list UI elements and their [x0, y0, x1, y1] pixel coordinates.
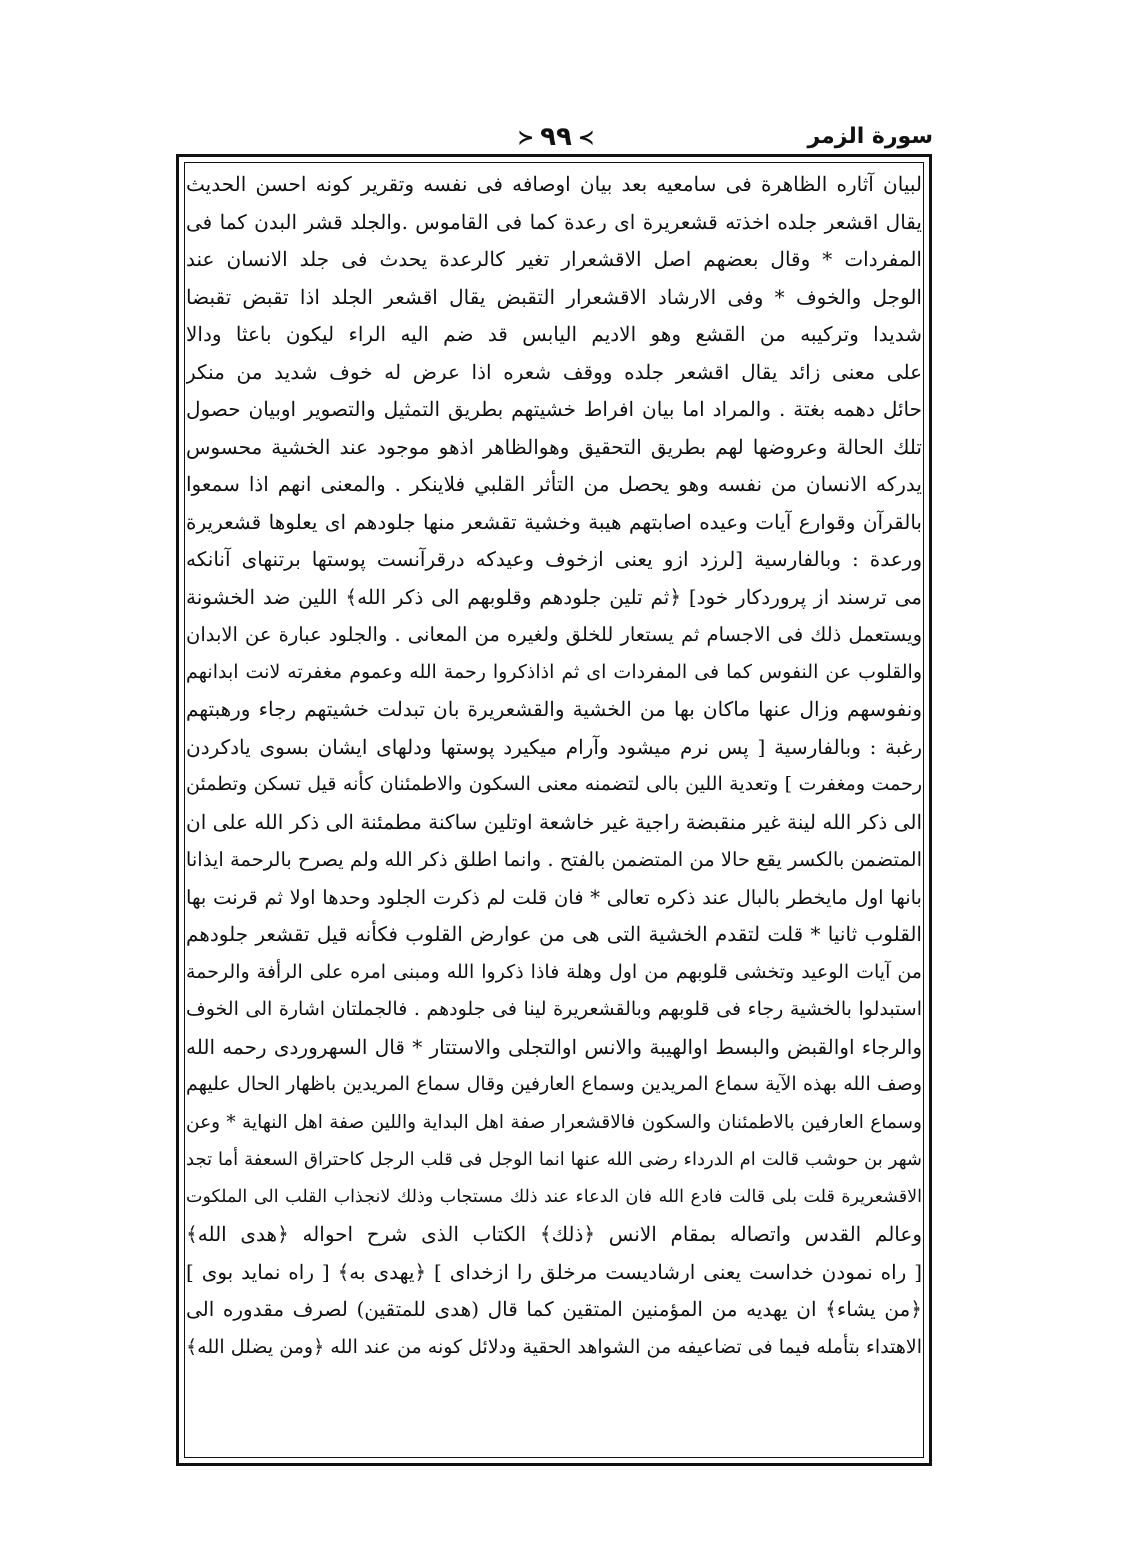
text-line: الوجل والخوف * وفى الارشاد الاقشعرار التقبض يقال اقشعر الجلد اذا تقبض تقبضا	[186, 284, 922, 309]
text-line: بانها اول مايخطر بالبال عند ذكره تعالى * فان قلت لم ذكرت الجلود وحدها اولا ثم قرنت بها	[186, 885, 922, 909]
text-line: وصف الله بهذه الآية سماع المريدين وسماع العارفين وقال سماع المريدين باظهار الحال عليهم	[186, 1073, 922, 1095]
page-header	[175, 122, 937, 152]
text-line: يقال اقشعر جلده اخذته قشعريرة اى رعدة كما فى القاموس .والجلد قشر البدن كما فى	[186, 209, 922, 234]
text-line: والقلوب عن النفوس كما فى المفردات اى ثم اذاذكروا رحمة الله وعموم مغفرته لانت ابدانهم	[186, 660, 922, 683]
text-line: مى ترسند از پروردكار خود] ﴿ثم تلين جلودهم وقلوبهم الى ذكر الله﴾ اللين ضد الخشونة	[186, 584, 922, 609]
body-text	[186, 166, 922, 1366]
text-line: تلك الحالة وعروضها لهم بطريق التحقيق وهوالظاهر اذهو موجود عند الخشية محسوس	[186, 434, 922, 459]
page-number: ٩٩	[540, 122, 572, 152]
text-line: ويستعمل ذلك فى الاجسام ثم يستعار للخلق ولغيره من المعانى . والجلود عبارة عن الابدان	[186, 623, 922, 646]
ornament-left-icon: ≻	[517, 125, 535, 149]
text-line: لبيان آثاره الظاهرة فى سامعيه بعد بيان اوصافه فى نفسه وتقرير كونه احسن الحديث	[186, 172, 922, 196]
text-line: وعالم القدس واتصاله بمقام الانس ﴿ذلك﴾ الكتاب الذى شرح احواله ﴿هدى الله﴾	[186, 1222, 922, 1246]
text-line: وسماع العارفين بالاطمئنان والسكون فالاقشعرار صفة اهل البداية واللين صفة اهل النهاية * وعن	[186, 1111, 922, 1133]
text-line: المفردات * وقال بعضهم اصل الاقشعرار تغير كالرعدة يحدث فى جلد الانسان عند	[186, 247, 922, 271]
text-line: يدركه الانسان من نفسه وهو يحصل من التأثر القلبي فلاينكر . والمعنى انهم اذا سمعوا	[186, 472, 922, 496]
text-line: ورعدة : وبالفارسية [لرزد ازو يعنى ازخوف وعيدكه درقرآنست پوستها برتنهاى آنانكه	[186, 547, 922, 571]
text-line: الى ذكر الله لينة غير منقبضة راجية غير خاشعة اوتلين ساكنة مطمئنة الى ذكر الله على ان	[186, 809, 922, 834]
text-line: رحمت ومغفرت ] وتعدية اللين بالى لتضمنه معنى السكون والاطمئنان كأنه قيل تسكن وتطمئن	[186, 773, 922, 795]
text-line: حائل دهمه بغتة . والمراد اما بيان افراط خشيتهم بطريق التمثيل والتصوير اوبيان حصول	[186, 397, 922, 421]
text-line: بالقرآن وقوارع آيات وعيده اصابتهم هيبة وخشية تقشعر منها جلودهم اى يعلوها قشعريرة	[186, 509, 922, 534]
text-line: الاقشعريرة قلت بلى قالت فادع الله فان الدعاء عند ذلك مستجاب وذلك لانجذاب القلب الى الملكوت	[186, 1186, 922, 1207]
ornament-right-icon: ≺	[577, 125, 595, 149]
text-line: شهر بن حوشب قالت ام الدرداء رضى الله عنها انما الوجل فى قلب الرجل كاحتراق السعفة أما تجد	[186, 1149, 922, 1170]
text-line: ونفوسهم وزال عنها ماكان بها من الخشية والقشعريرة بان تبدلت خشيتهم رجاء ورهبتهم	[186, 697, 922, 721]
text-line: من آيات الوعيد وتخشى قلوبهم من اول وهلة فاذا ذكروا الله ومبنى امره على الرأفة والرحمة	[186, 960, 922, 983]
text-line: المتضمن بالكسر يقع حالا من المتضمن بالفتح . وانما اطلق ذكر الله ولم يصرح بالرحمة ايذانا	[186, 848, 922, 871]
running-title: سورة الزمر	[807, 124, 933, 149]
text-line: على معنى زائد يقال اقشعر جلده ووقف شعره اذا عرض له خوف شديد من منكر	[186, 359, 922, 384]
text-line: والرجاء اوالقبض والبسط اوالهيبة والانس اوالتجلى والاستتار * قال السهروردى رحمه الله	[186, 1034, 922, 1059]
text-line: [ راه نمودن خداست يعنى ارشاديست مرخلق را ازخداى ] ﴿يهدى به﴾ [ راه نمايد بوى ]	[186, 1259, 922, 1284]
text-line: استبدلوا بالخشية رجاء فى قلوبهم وبالقشعريرة لينا فى جلودهم . فالجملتان اشارة الى الخوف	[186, 998, 922, 1020]
text-line: رغبة : وبالفارسية [ پس نرم ميشود وآرام ميكيرد پوستها ودلهاى ايشان بسوى يادكردن	[186, 734, 922, 759]
page-number-ornament	[517, 122, 594, 152]
text-line: شديدا وتركيبه من القشع وهو الاديم اليابس قد ضم اليه الراء ليكون باعثا ودالا	[186, 322, 922, 346]
text-line: القلوب ثانيا * قلت لتقدم الخشية التى هى من عوارض القلوب فكأنه قيل تقشعر جلودهم	[186, 922, 922, 946]
text-line: الاهتداء بتأمله فيما فى تضاعيفه من الشواهد الحقية ودلائل كونه من عند الله ﴿ومن يضلل الله﴾	[186, 1335, 922, 1358]
text-line: ﴿من يشاء﴾ ان يهديه من المؤمنين المتقين كما قال (هدى للمتقين) لصرف مقدوره الى	[186, 1297, 922, 1321]
